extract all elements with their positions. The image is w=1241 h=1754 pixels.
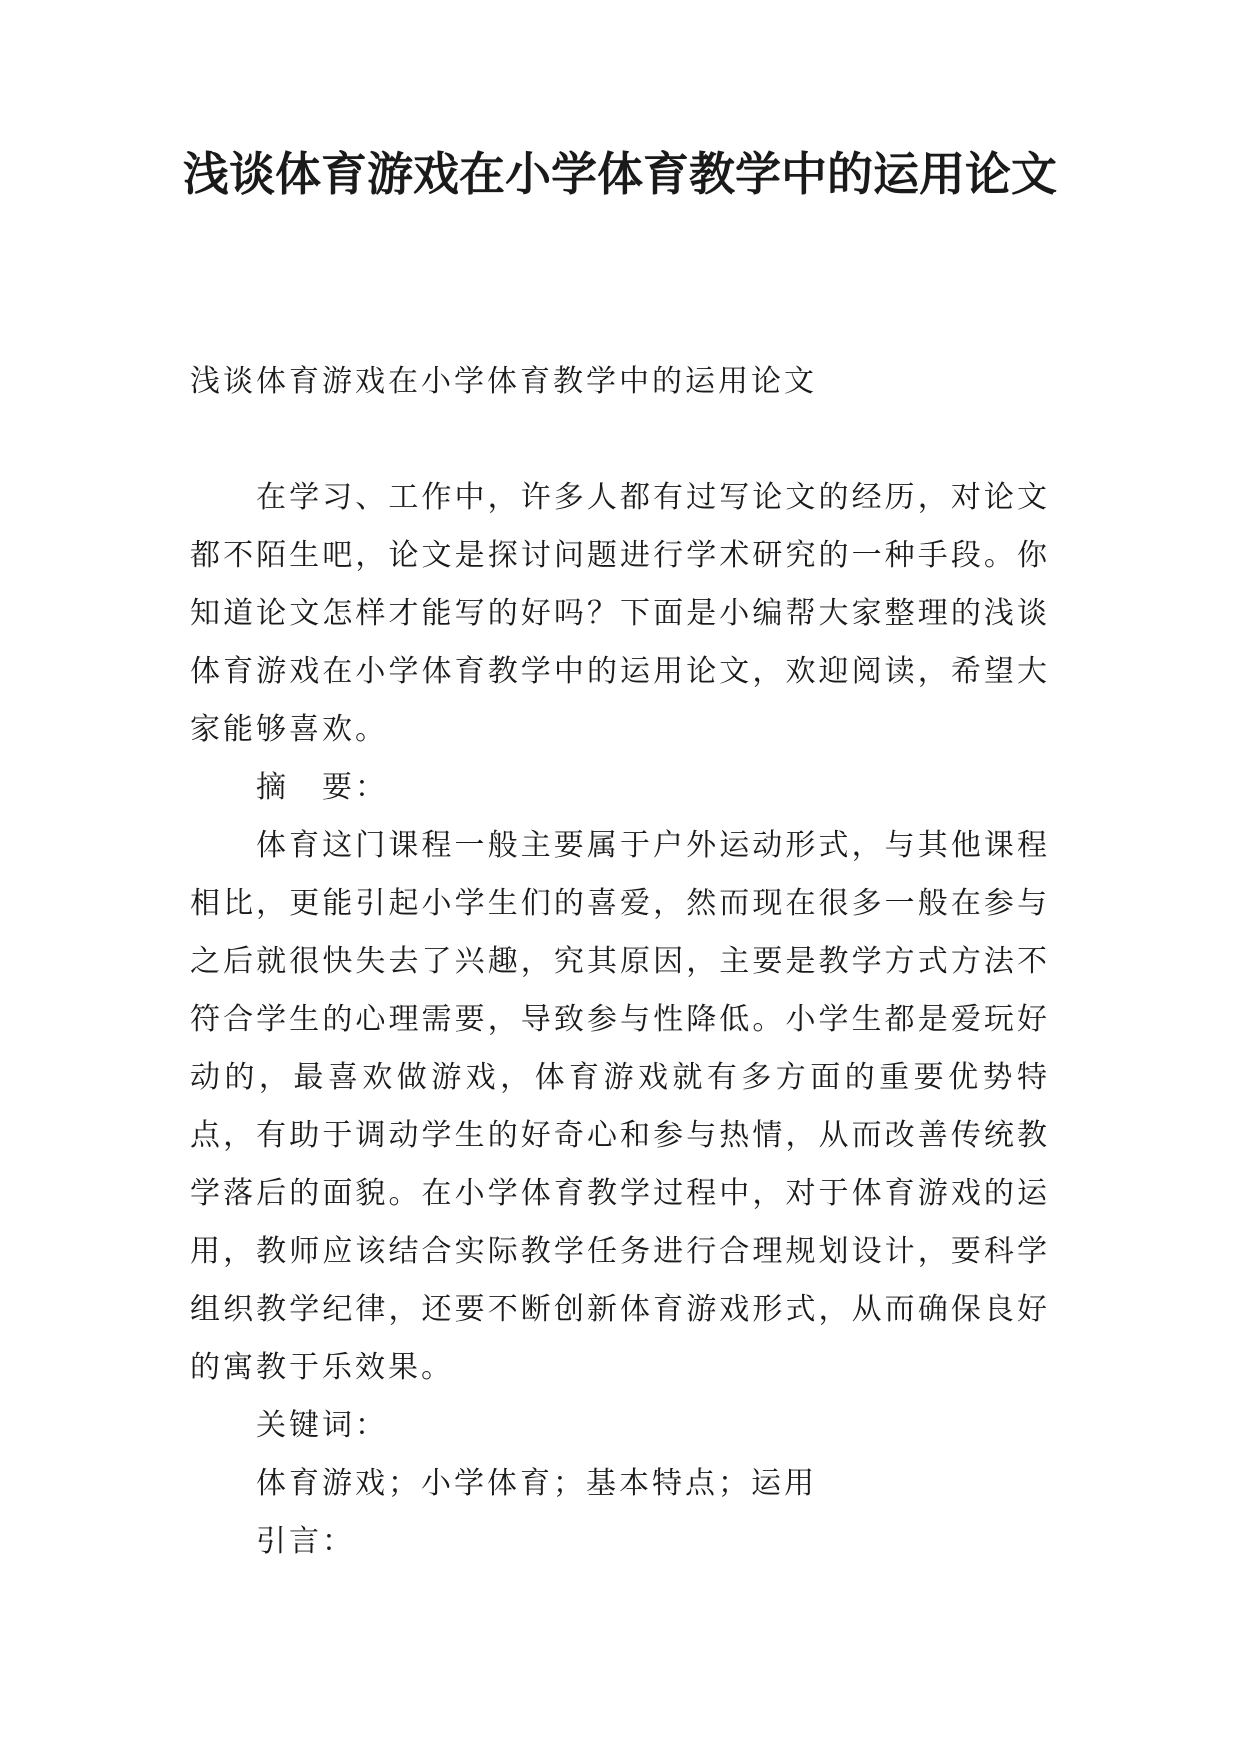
intro-paragraph: 在学习、工作中，许多人都有过写论文的经历，对论文都不陌生吧，论文是探讨问题进行学术研究的一种手段。你知道论文怎样才能写的好吗？下面是小编帮大家整理的浅谈体育游戏在小学体育教学中的运用论文，欢迎阅读，希望大家能够喜欢。 <box>190 480 1050 747</box>
document-body <box>190 353 1050 1571</box>
document-subtitle: 浅谈体育游戏在小学体育教学中的运用论文 <box>190 364 817 399</box>
keywords-heading: 关键词： <box>256 1408 388 1443</box>
document-title: 浅谈体育游戏在小学体育教学中的运用论文 <box>183 147 1057 201</box>
introduction-heading: 引言： <box>256 1524 355 1559</box>
abstract-paragraph: 体育这门课程一般主要属于户外运动形式，与其他课程相比，更能引起小学生们的喜爱，然而现在很多一般在参与之后就很快失去了兴趣，究其原因，主要是教学方式方法不符合学生的心理需要，导致参与性降低。小学生都是爱玩好动的，最喜欢做游戏，体育游戏就有多方面的重要优势特点，有助于调动学生的好奇心和参与热情，从而改善传统教学落后的面貌。在小学体育教学过程中，对于体育游戏的运用，教师应该结合实际教学任务进行合理规划设计，要科学组织教学纪律，还要不断创新体育游戏形式，从而确保良好的寓教于乐效果。 <box>190 828 1050 1385</box>
keywords-list: 体育游戏；小学体育；基本特点；运用 <box>256 1466 817 1501</box>
abstract-heading: 摘 要： <box>256 770 388 805</box>
